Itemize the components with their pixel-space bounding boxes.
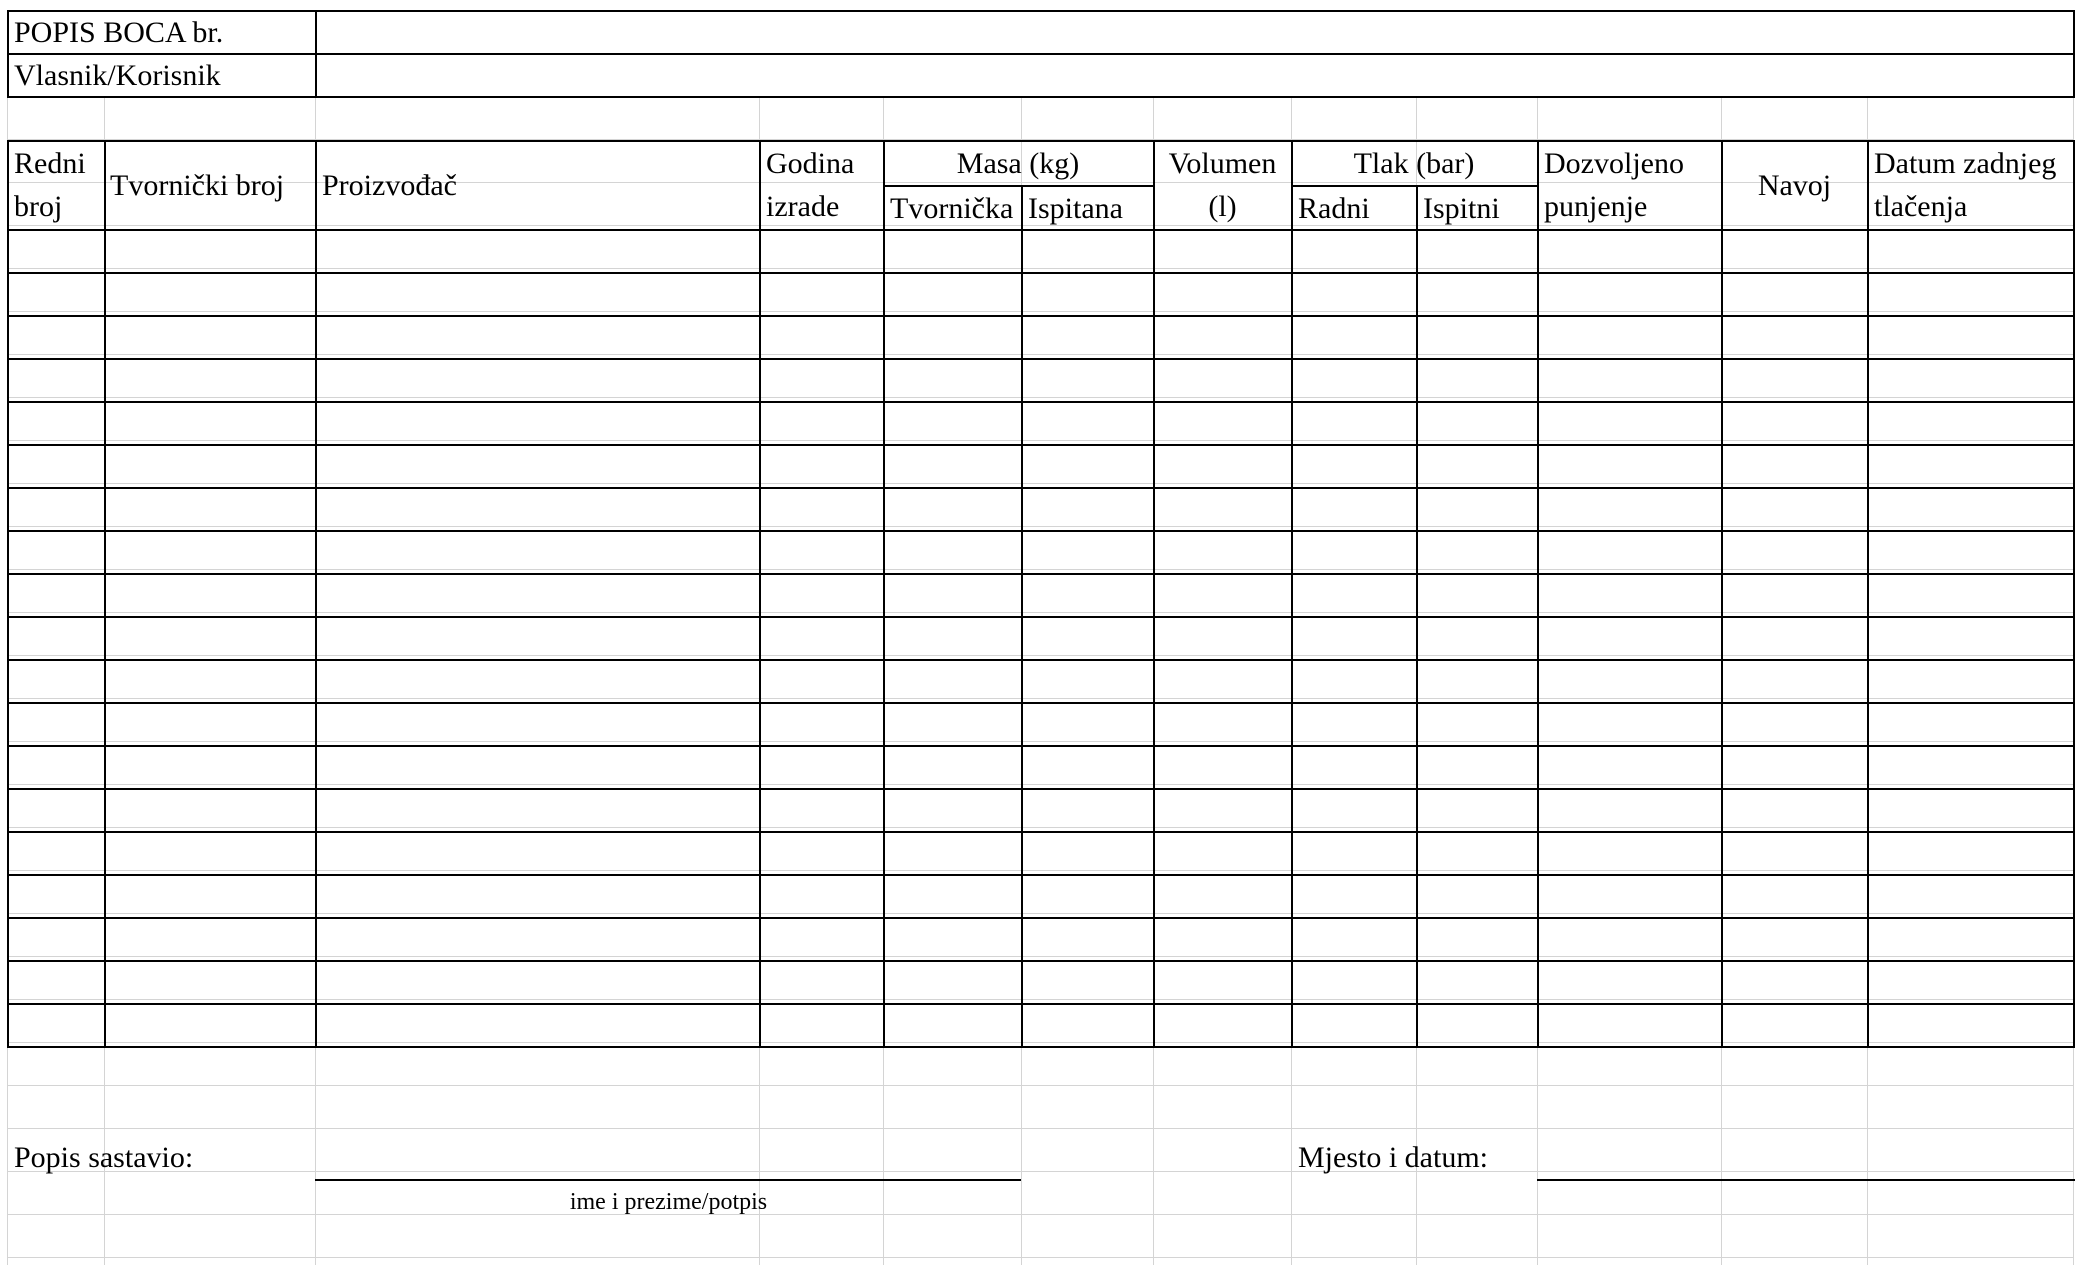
- owner-label: Vlasnik/Korisnik: [14, 59, 221, 92]
- table-cell[interactable]: [1155, 833, 1291, 874]
- table-cell[interactable]: [1155, 618, 1291, 659]
- table-cell[interactable]: [885, 876, 1021, 917]
- table-cell[interactable]: [761, 618, 883, 659]
- table-cell[interactable]: [9, 1005, 104, 1046]
- table-cell[interactable]: [1869, 661, 2073, 702]
- table-cell[interactable]: [106, 790, 315, 831]
- header-redni-broj-line1: Redni: [14, 147, 86, 180]
- table-cell[interactable]: [1869, 1005, 2073, 1046]
- table-cell[interactable]: [1023, 704, 1153, 745]
- table-cell[interactable]: [1418, 532, 1537, 573]
- border: [7, 1046, 2075, 1048]
- table-cell[interactable]: [317, 747, 759, 788]
- table-cell[interactable]: [1293, 1005, 1416, 1046]
- header-dozvoljeno-line1: Dozvoljeno: [1544, 147, 1684, 180]
- table-cell[interactable]: [1155, 231, 1291, 272]
- table-cell[interactable]: [1723, 274, 1867, 315]
- table-cell[interactable]: [761, 876, 883, 917]
- table-cell[interactable]: [106, 704, 315, 745]
- table-cell[interactable]: [9, 403, 104, 444]
- header-masa-ispitana[interactable]: [1022, 187, 1152, 230]
- table-cell[interactable]: [1023, 489, 1153, 530]
- table-cell[interactable]: [1539, 919, 1721, 960]
- table-cell[interactable]: [9, 360, 104, 401]
- header-redni-broj-line2: broj: [14, 190, 63, 223]
- table-cell[interactable]: [1155, 1005, 1291, 1046]
- table-cell[interactable]: [1723, 704, 1867, 745]
- table-cell[interactable]: [1723, 1005, 1867, 1046]
- table-cell[interactable]: [1869, 317, 2073, 358]
- table-cell[interactable]: [106, 446, 315, 487]
- table-cell[interactable]: [1155, 704, 1291, 745]
- header-redni-broj[interactable]: [8, 142, 103, 230]
- header-masa[interactable]: [884, 142, 1152, 185]
- table-cell[interactable]: [1023, 317, 1153, 358]
- table-cell[interactable]: [9, 747, 104, 788]
- table-cell[interactable]: [761, 833, 883, 874]
- table-cell[interactable]: [1539, 618, 1721, 659]
- table-cell[interactable]: [9, 231, 104, 272]
- place-date-field[interactable]: [1538, 1136, 2072, 1179]
- header-proizvodac[interactable]: [316, 142, 759, 230]
- table-cell[interactable]: [1418, 231, 1537, 272]
- table-cell[interactable]: [1723, 661, 1867, 702]
- table-cell[interactable]: [1293, 575, 1416, 616]
- table-cell[interactable]: [106, 403, 315, 444]
- title-cell[interactable]: [8, 11, 313, 54]
- header-navoj-label: Navoj: [1757, 169, 1832, 202]
- border: [2073, 10, 2075, 98]
- table-cell[interactable]: [1869, 876, 2073, 917]
- table-cell[interactable]: [761, 661, 883, 702]
- table-cell[interactable]: [317, 618, 759, 659]
- table-cell[interactable]: [1539, 962, 1721, 1003]
- table-cell[interactable]: [1723, 833, 1867, 874]
- table-cell[interactable]: [1869, 446, 2073, 487]
- table-cell[interactable]: [317, 360, 759, 401]
- table-cell[interactable]: [9, 317, 104, 358]
- table-cell[interactable]: [106, 489, 315, 530]
- table-cell[interactable]: [9, 790, 104, 831]
- table-cell[interactable]: [317, 962, 759, 1003]
- table-cell[interactable]: [885, 704, 1021, 745]
- table-cell[interactable]: [1869, 231, 2073, 272]
- header-volumen-line1: Volumen: [1168, 147, 1277, 180]
- table-cell[interactable]: [1723, 360, 1867, 401]
- title-number-field[interactable]: [316, 11, 2072, 54]
- table-cell[interactable]: [885, 919, 1021, 960]
- table-cell[interactable]: [1869, 919, 2073, 960]
- table-cell[interactable]: [761, 1005, 883, 1046]
- table-cell[interactable]: [1539, 575, 1721, 616]
- table-cell[interactable]: [1155, 317, 1291, 358]
- table-cell[interactable]: [761, 747, 883, 788]
- table-cell[interactable]: [1293, 403, 1416, 444]
- header-dozvoljeno-line2: punjenje: [1544, 190, 1648, 223]
- table-cell[interactable]: [1539, 704, 1721, 745]
- table-cell[interactable]: [761, 790, 883, 831]
- table-cell[interactable]: [1155, 446, 1291, 487]
- table-cell[interactable]: [1155, 747, 1291, 788]
- table-cell[interactable]: [9, 919, 104, 960]
- table-cell[interactable]: [106, 618, 315, 659]
- table-cell[interactable]: [1539, 403, 1721, 444]
- table-cell[interactable]: [761, 575, 883, 616]
- table-cell[interactable]: [1155, 661, 1291, 702]
- table-cell[interactable]: [1723, 876, 1867, 917]
- table-cell[interactable]: [1418, 962, 1537, 1003]
- table-cell[interactable]: [106, 833, 315, 874]
- table-cell[interactable]: [1418, 790, 1537, 831]
- header-tlak-radni[interactable]: [1292, 187, 1415, 230]
- table-cell[interactable]: [885, 274, 1021, 315]
- table-cell[interactable]: [1723, 919, 1867, 960]
- table-cell[interactable]: [317, 790, 759, 831]
- table-cell[interactable]: [1418, 317, 1537, 358]
- table-cell[interactable]: [1293, 876, 1416, 917]
- table-cell[interactable]: [1293, 747, 1416, 788]
- table-cell[interactable]: [1869, 962, 2073, 1003]
- table-cell[interactable]: [1293, 446, 1416, 487]
- place-date-label: Mjesto i datum:: [1298, 1141, 1488, 1174]
- table-cell[interactable]: [885, 317, 1021, 358]
- table-cell[interactable]: [1869, 704, 2073, 745]
- table-cell[interactable]: [317, 661, 759, 702]
- header-datum-zadnjeg-tlacenja[interactable]: [1868, 142, 2072, 230]
- header-volumen[interactable]: [1154, 142, 1291, 230]
- table-cell[interactable]: [885, 962, 1021, 1003]
- table-cell[interactable]: [1418, 274, 1537, 315]
- table-cell[interactable]: [1155, 790, 1291, 831]
- table-cell[interactable]: [1723, 489, 1867, 530]
- table-cell[interactable]: [1023, 919, 1153, 960]
- table-cell[interactable]: [1723, 403, 1867, 444]
- header-godina-izrade[interactable]: [760, 142, 883, 230]
- table-cell[interactable]: [106, 1005, 315, 1046]
- header-tvornicki-broj[interactable]: [104, 142, 314, 230]
- table-cell[interactable]: [1023, 403, 1153, 444]
- table-cell[interactable]: [761, 532, 883, 573]
- table-cell[interactable]: [1293, 962, 1416, 1003]
- table-cell[interactable]: [1418, 704, 1537, 745]
- header-dozvoljeno-punjenje[interactable]: [1538, 142, 1721, 230]
- table-cell[interactable]: [1539, 833, 1721, 874]
- table-cell[interactable]: [1869, 403, 2073, 444]
- table-cell[interactable]: [1023, 833, 1153, 874]
- table-cell[interactable]: [1293, 919, 1416, 960]
- header-godina-line1: Godina: [766, 147, 855, 180]
- table-cell[interactable]: [1539, 231, 1721, 272]
- table-cell[interactable]: [1155, 919, 1291, 960]
- gridline-horizontal: [7, 1257, 2073, 1258]
- table-cell[interactable]: [1023, 747, 1153, 788]
- table-cell[interactable]: [1539, 317, 1721, 358]
- table-cell[interactable]: [1539, 1005, 1721, 1046]
- table-cell[interactable]: [9, 575, 104, 616]
- table-cell[interactable]: [1293, 790, 1416, 831]
- table-cell[interactable]: [317, 575, 759, 616]
- table-cell[interactable]: [1418, 833, 1537, 874]
- signature-field[interactable]: [316, 1136, 1021, 1179]
- table-cell[interactable]: [761, 446, 883, 487]
- table-cell[interactable]: [885, 532, 1021, 573]
- table-cell[interactable]: [1155, 962, 1291, 1003]
- border: [2073, 140, 2075, 1048]
- table-cell[interactable]: [106, 661, 315, 702]
- gridline-horizontal: [7, 1085, 2073, 1086]
- signature-caption: ime i prezime/potpis: [569, 1189, 768, 1215]
- table-cell[interactable]: [1155, 532, 1291, 573]
- table-cell[interactable]: [1293, 704, 1416, 745]
- table-cell[interactable]: [885, 360, 1021, 401]
- owner-field[interactable]: [316, 54, 2072, 97]
- table-cell[interactable]: [9, 532, 104, 573]
- table-cell[interactable]: [1023, 274, 1153, 315]
- table-cell[interactable]: [317, 919, 759, 960]
- header-datum-line1: Datum zadnjeg: [1874, 147, 2057, 180]
- table-cell[interactable]: [106, 360, 315, 401]
- table-cell[interactable]: [9, 833, 104, 874]
- table-cell[interactable]: [106, 317, 315, 358]
- table-cell[interactable]: [1418, 489, 1537, 530]
- table-cell[interactable]: [1418, 403, 1537, 444]
- table-cell[interactable]: [761, 317, 883, 358]
- table-cell[interactable]: [106, 532, 315, 573]
- header-tlak-radni-label: Radni: [1298, 192, 1370, 225]
- table-cell[interactable]: [1418, 661, 1537, 702]
- table-cell[interactable]: [1539, 360, 1721, 401]
- table-cell[interactable]: [1869, 833, 2073, 874]
- header-masa-tvornicka-label: Tvornička: [890, 192, 1014, 225]
- header-tlak-ispitni[interactable]: [1417, 187, 1536, 230]
- table-cell[interactable]: [9, 489, 104, 530]
- table-cell[interactable]: [1023, 618, 1153, 659]
- header-proizvodac-label: Proizvođač: [322, 169, 457, 202]
- table-cell[interactable]: [1869, 274, 2073, 315]
- document-title: POPIS BOCA br.: [14, 16, 224, 49]
- header-tlak[interactable]: [1292, 142, 1536, 185]
- table-cell[interactable]: [1418, 919, 1537, 960]
- table-cell[interactable]: [9, 704, 104, 745]
- table-cell[interactable]: [1869, 360, 2073, 401]
- table-cell[interactable]: [1418, 876, 1537, 917]
- table-cell[interactable]: [317, 274, 759, 315]
- table-cell[interactable]: [1023, 575, 1153, 616]
- table-cell[interactable]: [106, 231, 315, 272]
- table-cell[interactable]: [317, 231, 759, 272]
- table-cell[interactable]: [885, 446, 1021, 487]
- table-cell[interactable]: [1293, 618, 1416, 659]
- table-cell[interactable]: [1539, 661, 1721, 702]
- table-cell[interactable]: [761, 962, 883, 1003]
- table-cell[interactable]: [1539, 446, 1721, 487]
- place-date-cell: [1292, 1136, 1536, 1179]
- table-cell[interactable]: [761, 919, 883, 960]
- header-volumen-line2: (l): [1208, 190, 1237, 223]
- table-cell[interactable]: [761, 360, 883, 401]
- table-cell[interactable]: [1869, 790, 2073, 831]
- table-cell[interactable]: [885, 489, 1021, 530]
- table-cell[interactable]: [106, 575, 315, 616]
- table-cell[interactable]: [1293, 833, 1416, 874]
- table-cell[interactable]: [1023, 790, 1153, 831]
- header-masa-label: Masa (kg): [956, 147, 1080, 180]
- table-cell[interactable]: [1418, 575, 1537, 616]
- table-cell[interactable]: [1155, 489, 1291, 530]
- table-cell[interactable]: [1869, 489, 2073, 530]
- table-cell[interactable]: [1869, 532, 2073, 573]
- table-cell[interactable]: [1418, 747, 1537, 788]
- table-cell[interactable]: [1723, 747, 1867, 788]
- table-cell[interactable]: [1023, 360, 1153, 401]
- table-cell[interactable]: [1293, 360, 1416, 401]
- table-cell[interactable]: [885, 661, 1021, 702]
- table-cell[interactable]: [885, 833, 1021, 874]
- table-cell[interactable]: [761, 704, 883, 745]
- table-cell[interactable]: [1155, 575, 1291, 616]
- compiled-by-cell: [8, 1136, 308, 1179]
- header-godina-line2: izrade: [766, 190, 840, 223]
- table-cell[interactable]: [761, 231, 883, 272]
- table-cell[interactable]: [1023, 661, 1153, 702]
- table-cell[interactable]: [1418, 1005, 1537, 1046]
- table-cell[interactable]: [1023, 962, 1153, 1003]
- table-cell[interactable]: [317, 704, 759, 745]
- table-cell[interactable]: [9, 618, 104, 659]
- table-cell[interactable]: [1418, 618, 1537, 659]
- header-masa-tvornicka[interactable]: [884, 187, 1021, 230]
- header-navoj[interactable]: [1722, 142, 1867, 230]
- table-cell[interactable]: [317, 532, 759, 573]
- table-cell[interactable]: [1723, 231, 1867, 272]
- table-cell[interactable]: [106, 962, 315, 1003]
- table-cell[interactable]: [317, 403, 759, 444]
- table-cell[interactable]: [885, 575, 1021, 616]
- table-cell[interactable]: [1539, 489, 1721, 530]
- table-cell[interactable]: [1723, 575, 1867, 616]
- table-cell[interactable]: [761, 489, 883, 530]
- table-cell[interactable]: [1293, 317, 1416, 358]
- table-cell[interactable]: [885, 618, 1021, 659]
- table-cell[interactable]: [1293, 532, 1416, 573]
- table-cell[interactable]: [1155, 876, 1291, 917]
- table-cell[interactable]: [9, 274, 104, 315]
- table-cell[interactable]: [1723, 962, 1867, 1003]
- compiled-by-label: Popis sastavio:: [14, 1141, 194, 1174]
- table-cell[interactable]: [1023, 1005, 1153, 1046]
- table-cell[interactable]: [1155, 274, 1291, 315]
- table-cell[interactable]: [1723, 446, 1867, 487]
- table-cell[interactable]: [885, 1005, 1021, 1046]
- table-cell[interactable]: [1539, 876, 1721, 917]
- table-cell[interactable]: [9, 876, 104, 917]
- table-cell[interactable]: [317, 833, 759, 874]
- table-cell[interactable]: [1293, 231, 1416, 272]
- table-cell[interactable]: [1023, 446, 1153, 487]
- table-cell[interactable]: [1723, 618, 1867, 659]
- table-cell[interactable]: [317, 317, 759, 358]
- table-cell[interactable]: [9, 661, 104, 702]
- table-cell[interactable]: [1023, 231, 1153, 272]
- table-cell[interactable]: [1539, 274, 1721, 315]
- header-tlak-label: Tlak (bar): [1353, 147, 1475, 180]
- signature-caption-cell: [316, 1181, 1021, 1224]
- table-cell[interactable]: [1723, 532, 1867, 573]
- table-cell[interactable]: [1539, 532, 1721, 573]
- table-cell[interactable]: [1723, 317, 1867, 358]
- table-cell[interactable]: [1869, 747, 2073, 788]
- table-cell[interactable]: [1418, 446, 1537, 487]
- table-cell[interactable]: [317, 446, 759, 487]
- table-cell[interactable]: [885, 231, 1021, 272]
- table-cell[interactable]: [885, 790, 1021, 831]
- table-cell[interactable]: [9, 446, 104, 487]
- table-cell[interactable]: [1418, 360, 1537, 401]
- header-tvornicki-broj-label: Tvornički broj: [110, 169, 285, 202]
- table-cell[interactable]: [317, 1005, 759, 1046]
- table-cell[interactable]: [885, 747, 1021, 788]
- table-cell[interactable]: [106, 274, 315, 315]
- header-masa-ispitana-label: Ispitana: [1028, 192, 1123, 225]
- table-cell[interactable]: [1869, 618, 2073, 659]
- table-cell[interactable]: [761, 403, 883, 444]
- table-cell[interactable]: [9, 962, 104, 1003]
- table-cell[interactable]: [317, 876, 759, 917]
- header-tlak-ispitni-label: Ispitni: [1423, 192, 1500, 225]
- table-cell[interactable]: [885, 403, 1021, 444]
- border: [1537, 1179, 2075, 1181]
- table-cell[interactable]: [106, 876, 315, 917]
- table-cell[interactable]: [761, 274, 883, 315]
- table-cell[interactable]: [1155, 403, 1291, 444]
- table-cell[interactable]: [1155, 360, 1291, 401]
- table-cell[interactable]: [1293, 274, 1416, 315]
- owner-cell[interactable]: [8, 54, 313, 97]
- table-cell[interactable]: [1023, 532, 1153, 573]
- table-cell[interactable]: [1293, 489, 1416, 530]
- header-datum-line2: tlačenja: [1874, 190, 1968, 223]
- table-cell[interactable]: [1539, 747, 1721, 788]
- table-cell[interactable]: [106, 747, 315, 788]
- table-cell[interactable]: [1293, 661, 1416, 702]
- table-cell[interactable]: [317, 489, 759, 530]
- gridline-horizontal: [7, 1128, 2073, 1129]
- table-cell[interactable]: [106, 919, 315, 960]
- table-cell[interactable]: [1723, 790, 1867, 831]
- table-cell[interactable]: [1023, 876, 1153, 917]
- table-cell[interactable]: [1539, 790, 1721, 831]
- table-cell[interactable]: [1869, 575, 2073, 616]
